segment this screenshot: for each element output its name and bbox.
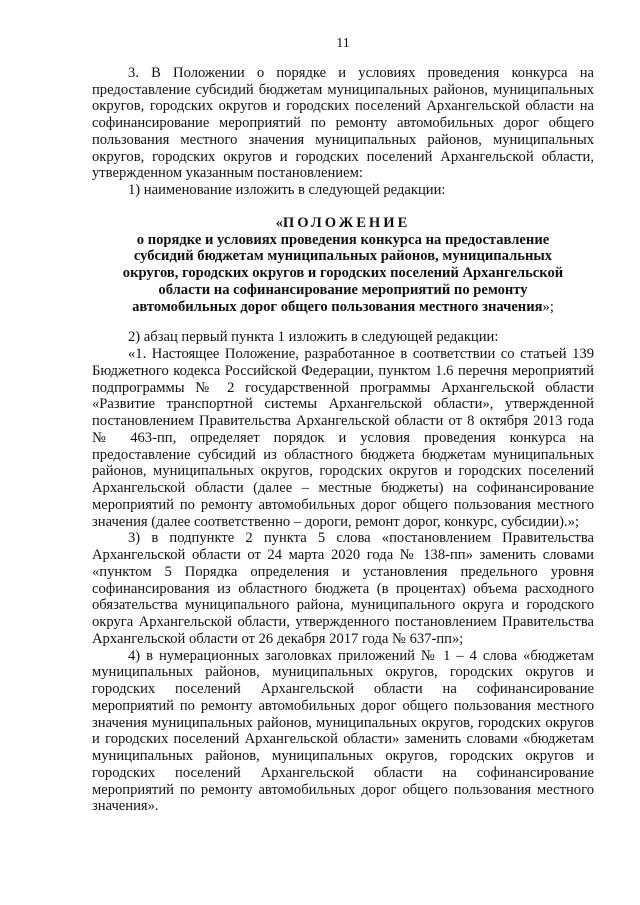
title-line-4: области на софинансирование мероприятий по ремонту: [158, 281, 528, 298]
page-number: 11: [336, 36, 350, 51]
title-block: [92, 215, 594, 316]
paragraph-3-intro: 3. В Положении о порядке и условиях проведения конкурса на предоставление субсидий бюджетам муниципальных районов, муниципальных округов, городских округов и городских поселений Архангельской области на софинансирование мероприятий по ремонту автомобильных дорог общего пользования местного значения муниципальных районов, муниципальных округов, городских округов и городских поселений Архангельской области, утвержденном указанным постановлением:: [92, 64, 594, 182]
title-line-5-wrap: [92, 299, 594, 316]
title-line-2: субсидий бюджетам муниципальных районов, муниципальных: [133, 248, 553, 265]
title-line-5: автомобильных дорог общего пользования местного значения: [132, 298, 543, 315]
item-2: 2) абзац первый пункта 1 изложить в следующей редакции:: [128, 329, 499, 346]
title-closing: »;: [542, 298, 554, 315]
title-heading: [92, 215, 594, 232]
item-1: 1) наименование изложить в следующей редакции:: [128, 182, 446, 198]
item-3: 3) в подпункте 2 пункта 5 слова «постановлением Правительства Архангельской области от 24 марта 2020 года № 138-пп» заменить словами «пунктом 5 Порядка определения и установления предельного уровня софинансирования из областного бюджета (в процентах) объема расходного обязательства муниципального района, муниципального округа и городского округа Архангельской области, утвержденного постановлением Правительства Архангельской области от 26 декабря 2017 года № 637-пп»;: [92, 530, 594, 647]
title-open-quote: «: [275, 214, 283, 231]
title-line-3: округов, городских округов и городских поселений Архангельской: [122, 265, 564, 281]
item-4: 4) в нумерационных заголовках приложений № 1 – 4 слова «бюджетам муниципальных районов, муниципальных округов, городских округов и городских поселений Архангельской области на софинансирование мероприятий по ремонту автомобильных дорог общего пользования местного значения муниципальных районов, муниципальных округов, городских округов и городских поселений Архангельской области» заменить словами «бюджетам муниципальных районов, муниципальных округов, городских округов и городских поселений Архангельской области на софинансирование мероприятий по ремонту автомобильных дорог общего пользования местного значения».: [92, 647, 594, 815]
document-page: [92, 36, 594, 815]
title-line-1: о порядке и условиях проведения конкурса на предоставление: [136, 231, 550, 248]
title-word: ПОЛОЖЕНИЕ: [282, 214, 411, 231]
item-2-quote: «1. Настоящее Положение, разработанное в соответствии со статьей 139 Бюджетного кодекса Российской Федерации, пунктом 1.6 перечня мероприятий подпрограммы № 2 государственной программы Архангельской области «Развитие транспортной системы Архангельской области», утвержденной постановлением Правительства Архангельской области от 8 октября 2013 года № 463-пп, определяет порядок и условия проведения конкурса на предоставление субсидий из областного бюджета бюджетам муниципальных районов, муниципальных округов, городских округов и городских поселений Архангельской области (далее – местные бюджеты) на софинансирование мероприятий по ремонту автомобильных дорог общего пользования местного значения (далее соответственно – дороги, ремонт дорог, конкурс, субсидии).»;: [92, 346, 594, 530]
